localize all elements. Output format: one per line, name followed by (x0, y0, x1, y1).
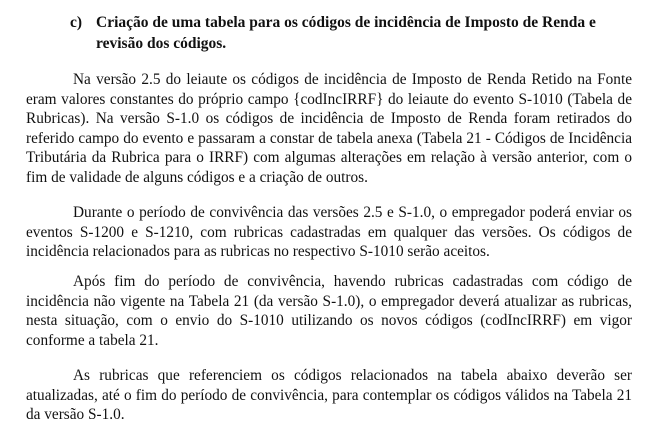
paragraph-apos-fim-convivencia: Após fim do período de convivência, havendo rubricas cadastradas com código de incidência não vigente na Tabela 21 (da versão S-1.0), o empregador deverá atualizar as rubricas, nesta situação, com o envio do S-1010 utilizando os novos códigos (codIncIRRF) em vigor conforme a tabela 21. (26, 273, 632, 349)
section-heading-line-1 (34, 14, 596, 31)
section-title-line-2: revisão dos códigos. (96, 35, 227, 52)
section-title-line-1: Criação de uma tabela para os códigos de incidência de Imposto de Renda e (96, 14, 596, 31)
section-marker: c) (70, 14, 83, 31)
paragraph-codigos-versao-2-5: Na versão 2.5 do leiaute os códigos de incidência de Imposto de Renda Retido na Fonte eram valores constantes do próprio campo {codIncIRRF} do leiaute do evento S-1010 (Tabela de Rubricas). Na versão S-1.0 os códigos de incidência de Imposto de Renda foram retirados do referido campo do evento e passaram a constar de tabela anexa (Tabela 21 - Códigos de Incidência Tributária da Rubrica para o IRRF) com algumas alterações em relação à versão anterior, com o fim de validade de alguns códigos e a criação de outros. (26, 71, 632, 186)
paragraph-periodo-convivencia: Durante o período de convivência das versões 2.5 e S-1.0, o empregador poderá enviar os eventos S-1200 e S-1210, com rubricas cadastradas em qualquer das versões. Os códigos de incidência relacionados para as rubricas no respectivo S-1010 serão aceitos. (26, 204, 632, 260)
paragraph-rubricas-atualizacao: As rubricas que referenciem os códigos relacionados na tabela abaixo deverão ser atualizadas, até o fim do período de convivência, para contemplar os códigos válidos na Tabela 21 da versão S-1.0. (26, 367, 632, 423)
section-heading (34, 12, 640, 54)
